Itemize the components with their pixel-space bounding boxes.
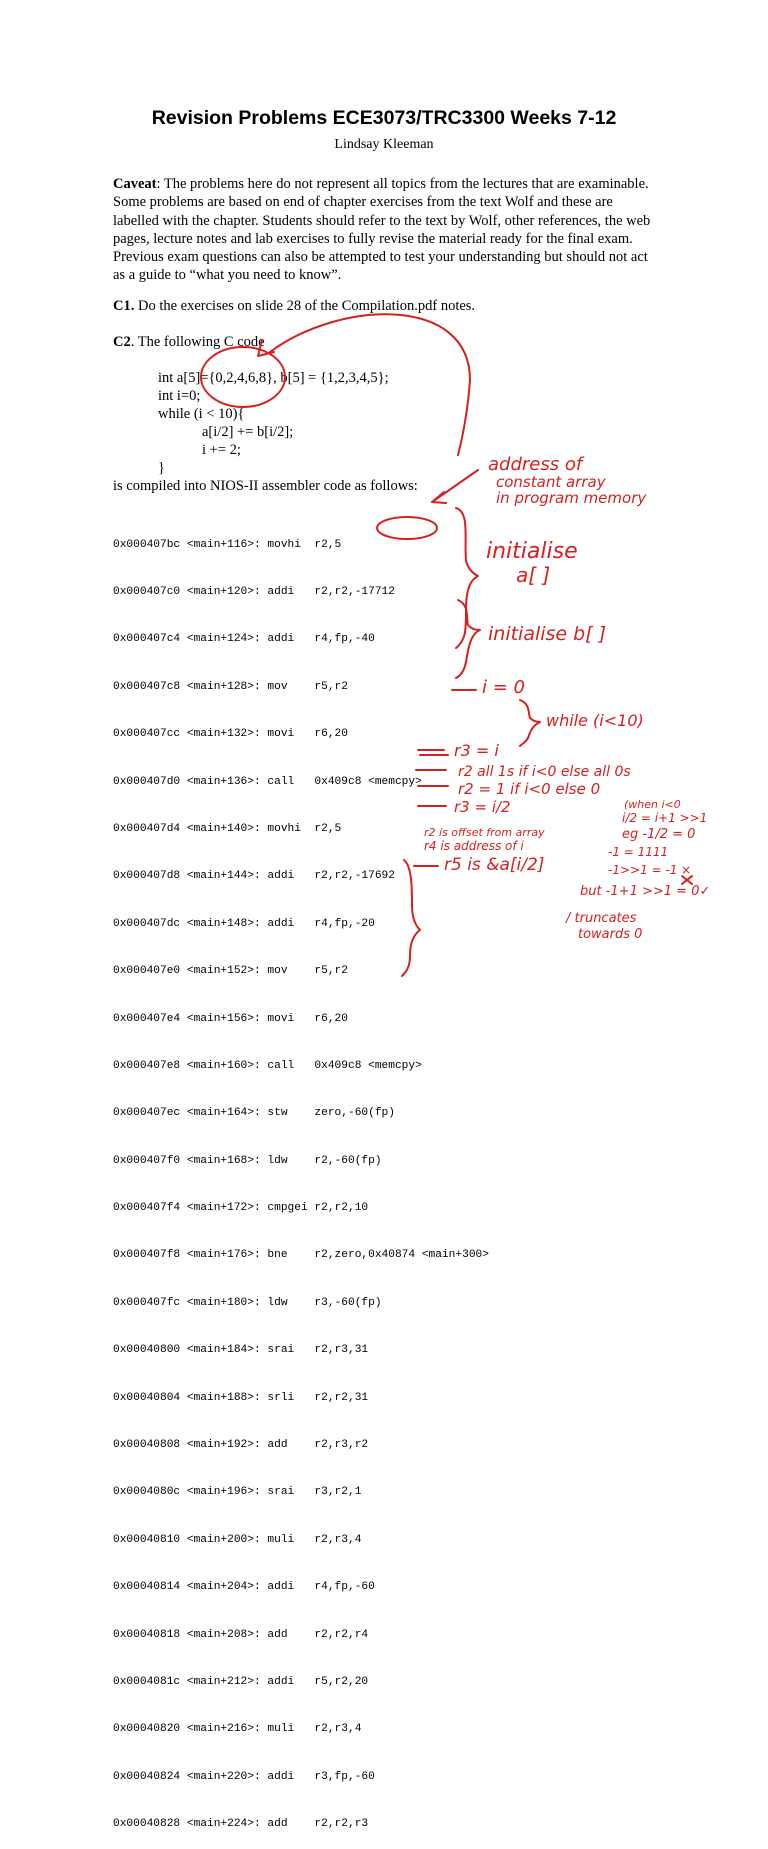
circle-offset	[377, 517, 437, 539]
brace-while	[520, 700, 540, 746]
page-title: Revision Problems ECE3073/TRC3300 Weeks 7-12	[151, 107, 617, 129]
asm-line: 0x000407dc <main+148>: addi r4,fp,-20	[113, 917, 375, 930]
asm-line: 0x0004081c <main+212>: addi r5,r2,20	[113, 1675, 369, 1688]
note-initialise-a: initialise	[486, 539, 578, 564]
brace-init-a	[456, 508, 478, 648]
asm-line: 0x000407cc <main+132>: movi r6,20	[113, 728, 348, 741]
note-towards-zero: towards 0	[578, 927, 643, 942]
caveat-text: : The problems here do not represent all topics from the lectures that are examinable. Some problems are based on end of chapter exercises from the text Wolf and these are labelled with the chapter. Students should refer to the text by Wolf, other references, the web pages, lecture notes and lab exercises to fully revise the material ready for the final exam. Previous exam questions can also be attempted to test your understanding but should not act as a guide to “what you need to know”.	[113, 176, 651, 284]
brace-init-b	[456, 600, 480, 678]
asm-line: 0x000407d8 <main+144>: addi r2,r2,-17692	[113, 870, 395, 883]
caveat-label: Caveat	[113, 176, 157, 192]
asm-line: 0x00040824 <main+220>: addi r3,fp,-60	[113, 1770, 375, 1783]
asm-line: 0x000407f8 <main+176>: bne r2,zero,0x40874 <main+300>	[113, 1249, 489, 1262]
c1-label: C1.	[113, 298, 135, 314]
asm-line: 0x000407d0 <main+136>: call 0x409c8 <memcpy>	[113, 775, 422, 788]
c-code-line: int i=0;	[158, 388, 201, 404]
asm-line: 0x00040814 <main+204>: addi r4,fp,-60	[113, 1581, 375, 1594]
asm-line: 0x000407e8 <main+160>: call 0x409c8 <memcpy>	[113, 1059, 422, 1072]
asm-line: 0x0004080c <main+196>: srai r3,r2,1	[113, 1486, 362, 1499]
note-r2-eq-1: r2 = 1 if i<0 else 0	[458, 780, 601, 798]
note-when-neg: (when i<0	[624, 798, 681, 811]
asm-line: 0x00040818 <main+208>: add r2,r2,r4	[113, 1628, 369, 1641]
c-code-line: while (i < 10){	[158, 406, 245, 422]
note-r4-address: r4 is address of i	[424, 839, 524, 853]
note-a-brackets: a[ ]	[516, 563, 551, 587]
asm-line: 0x000407c0 <main+120>: addi r2,r2,-17712	[113, 585, 395, 598]
arrow-head-top	[258, 340, 274, 356]
c-code-line: i += 2;	[202, 442, 241, 458]
asm-line: 0x00040800 <main+184>: srai r2,r3,31	[113, 1344, 369, 1357]
arrow-arc-to-note	[270, 314, 470, 455]
circle-array-init	[201, 347, 285, 407]
note-r3-eq-i: r3 = i	[454, 741, 499, 760]
c2-text: . The following C code	[130, 334, 265, 350]
note-i-zero: i = 0	[482, 677, 525, 698]
c1-text: Do the exercises on slide 28 of the Compilation.pdf notes.	[134, 298, 476, 314]
asm-line: 0x000407d4 <main+140>: movhi r2,5	[113, 822, 342, 835]
asm-line: 0x000407ec <main+164>: stw zero,-60(fp)	[113, 1107, 395, 1120]
asm-line: 0x00040804 <main+188>: srli r2,r2,31	[113, 1391, 369, 1404]
note-neg1-shift: -1>>1 = -1 ×	[608, 863, 692, 877]
c-code-line: a[i/2] += b[i/2];	[202, 424, 294, 440]
asm-line: 0x000407bc <main+116>: movhi r2,5	[113, 538, 342, 551]
note-initialise-b: initialise b[ ]	[488, 623, 607, 645]
note-truncates: / truncates	[566, 911, 637, 926]
cross-mark	[682, 876, 692, 884]
note-but-correct: but -1+1 >>1 = 0✓	[580, 884, 711, 899]
brace-addr	[402, 860, 420, 976]
c-code-line: int a[5]={0,2,4,6,8}, b[5] = {1,2,3,4,5};	[158, 370, 389, 386]
asm-line: 0x000407f0 <main+168>: ldw r2,-60(fp)	[113, 1154, 382, 1167]
note-r5-addr-a: r5 is &a[i/2]	[444, 855, 545, 875]
note-r3-half: r3 = i/2	[454, 798, 511, 816]
note-address-of: address of	[488, 454, 583, 475]
asm-line: 0x000407f4 <main+172>: cmpgei r2,r2,10	[113, 1202, 369, 1215]
asm-line: 0x00040828 <main+224>: add r2,r2,r3	[113, 1818, 369, 1831]
asm-line: 0x000407e0 <main+152>: mov r5,r2	[113, 965, 348, 978]
author-name: Lindsay Kleeman	[334, 137, 434, 152]
note-while: while (i<10)	[546, 711, 644, 730]
note-i-half-formula: i/2 = i+1 >>1	[622, 811, 708, 825]
c2-label: C2	[113, 334, 131, 350]
asm-line: 0x00040820 <main+216>: muli r2,r3,4	[113, 1723, 362, 1736]
note-neg-half: eg -1/2 = 0	[622, 827, 696, 842]
note-constant-array: constant array	[496, 473, 606, 491]
asm-line: 0x000407fc <main+180>: ldw r3,-60(fp)	[113, 1296, 382, 1309]
asm-line: 0x000407c4 <main+124>: addi r4,fp,-40	[113, 633, 375, 646]
note-program-memory: in program memory	[496, 489, 647, 507]
c-code-line: }	[158, 460, 165, 476]
asm-line: 0x00040810 <main+200>: muli r2,r3,4	[113, 1533, 362, 1546]
asm-line: 0x000407e4 <main+156>: movi r6,20	[113, 1012, 348, 1025]
dash-r3	[418, 750, 448, 755]
asm-line: 0x00040808 <main+192>: add r2,r3,r2	[113, 1439, 369, 1452]
note-neg1-bits: -1 = 1111	[608, 845, 669, 859]
note-r2-all-1s: r2 all 1s if i<0 else all 0s	[458, 764, 631, 780]
note-r2-offset: r2 is offset from array	[424, 826, 545, 839]
asm-line: 0x000407c8 <main+128>: mov r5,r2	[113, 680, 348, 693]
compiled-into-text: is compiled into NIOS-II assembler code as follows:	[113, 478, 418, 494]
